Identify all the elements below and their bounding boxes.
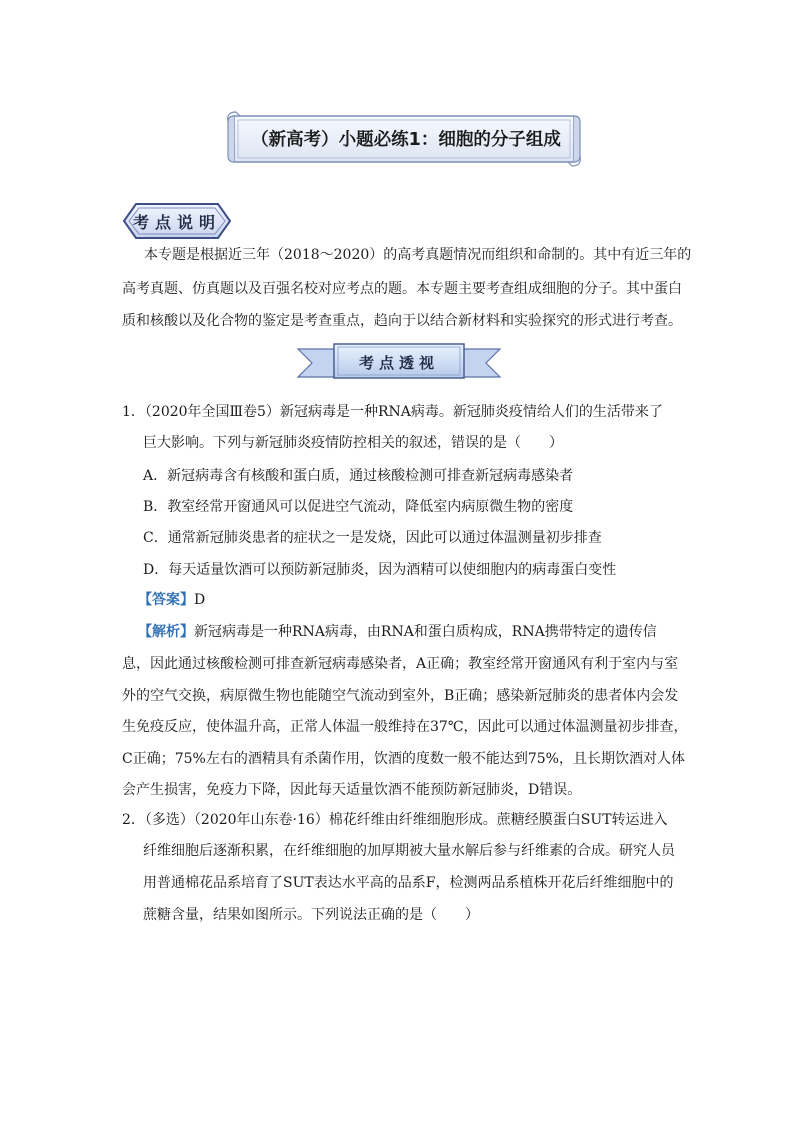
q2-stem-line-3: 用普通棉花品系培育了SUT表达水平高的品系F，检测两品系植株开花后纤维细胞中的 (143, 875, 674, 891)
q2-stem-line-2: 纤维细胞后逐渐积累，在纤维细胞的加厚期被大量水解后参与纤维素的合成。研究人员 (143, 843, 675, 859)
q1-analysis-line-1 (138, 623, 657, 641)
q2-stem-line-1: 2．（多选）（2020年山东卷·16）棉花纤维由纤维细胞形成。蔗糖经膜蛋白SUT转运进入 (122, 812, 668, 828)
q1-analysis-line-4: 生免疫反应，使体温升高，正常人体温一般维持在37℃，因此可以通过体温测量初步排查， (122, 719, 688, 735)
badge-label: 考点说明 (132, 213, 221, 232)
intro-line-1: 本专题是根据近三年（2018～2020）的高考真题情况而组织和命制的。其中有近三年的 (144, 247, 692, 263)
q1-stem-line-2: 巨大影响。下列与新冠肺炎疫情防控相关的叙述，错误的是（ ） (143, 435, 563, 451)
page-title: （新高考）小题必练1：细胞的分子组成 (251, 130, 561, 150)
q1-analysis-line-3: 外的空气交换，病原微生物也能随空气流动到室外，B正确；感染新冠肺炎的患者体内会发 (122, 688, 679, 704)
q1-option-c: C．通常新冠肺炎患者的症状之一是发烧，因此可以通过体温测量初步排查 (143, 530, 602, 546)
q1-analysis-line-5: C正确；75%左右的酒精具有杀菌作用，饮酒的度数一般不能达到75%，且长期饮酒对人体 (122, 751, 685, 767)
q1-analysis-line-6: 会产生损害，免疫力下降，因此每天适量饮酒不能预防新冠肺炎，D错误。 (122, 782, 582, 798)
analysis-text: 新冠病毒是一种RNA病毒，由RNA和蛋白质构成，RNA携带特定的遗传信 (194, 624, 657, 640)
q1-option-b: B．教室经常开窗通风可以促进空气流动，降低室内病原微生物的密度 (143, 499, 574, 515)
analysis-tag: 【解析】 (138, 624, 194, 640)
title-scroll (226, 108, 582, 170)
answer-value: D (194, 592, 206, 608)
q1-option-d: D．每天适量饮酒可以预防新冠肺炎，因为酒精可以使细胞内的病毒蛋白变性 (143, 562, 617, 578)
intro-line-2: 高考真题、仿真题以及百强名校对应考点的题。本专题主要考查组成细胞的分子。其中蛋白 (122, 281, 682, 297)
ribbon-label: 考点透视 (358, 354, 439, 372)
q2-stem-line-4: 蔗糖含量，结果如图所示。下列说法正确的是（ ） (143, 907, 479, 923)
intro-line-3: 质和核酸以及化合物的鉴定是考查重点，趋向于以结合新材料和实验探究的形式进行考查。 (122, 313, 682, 329)
q1-answer (138, 591, 205, 609)
q1-option-a: A．新冠病毒含有核酸和蛋白质，通过核酸检测可排查新冠病毒感染者 (143, 468, 574, 484)
q1-analysis-line-2: 息，因此通过核酸检测可排查新冠病毒感染者，A正确；教室经常开窗通风有利于室内与室 (122, 656, 679, 672)
q1-stem-line-1: 1．（2020年全国Ⅲ卷5）新冠病毒是一种RNA病毒。新冠肺炎疫情给人们的生活带来了 (122, 404, 663, 420)
section-ribbon-analysis (296, 341, 502, 383)
answer-tag: 【答案】 (138, 592, 194, 608)
section-badge-explain (122, 201, 232, 241)
